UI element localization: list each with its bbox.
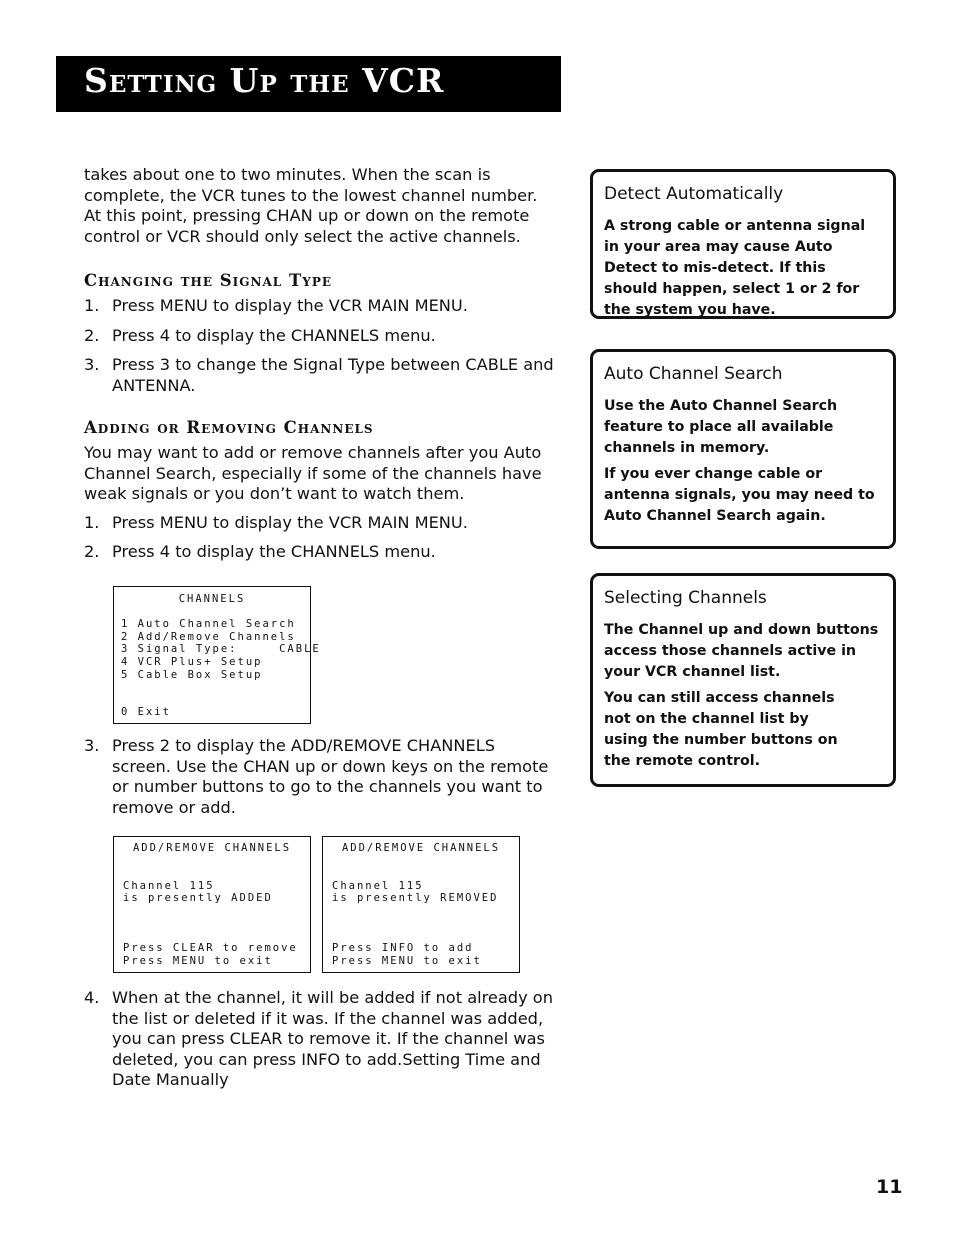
list-item [84, 513, 559, 534]
step-number: 2. [84, 542, 100, 561]
page-title: Setting Up the VCR [84, 61, 445, 100]
step-text: Press MENU to display the VCR MAIN MENU. [112, 296, 468, 315]
screen-title: ADD/REMOVE CHANNELS [132, 842, 292, 854]
menu-item: 3 Signal Type: CABLE [121, 643, 321, 655]
step-number: 3. [84, 355, 100, 374]
add-remove-intro: You may want to add or remove channels after you Auto Channel Search, especially if some of the channels have weak signals or you don’t want to watch them. [84, 443, 542, 503]
channels-menu-screen [113, 586, 321, 724]
screen-line: Press MENU to exit [332, 955, 482, 967]
menu-item: 4 VCR Plus+ Setup [121, 656, 263, 668]
step-number: 4. [84, 988, 100, 1007]
screen-line: Channel 115 [123, 880, 215, 892]
list-item [84, 326, 559, 347]
add-remove-screen-removed [322, 836, 520, 973]
menu-item: 5 Cable Box Setup [121, 669, 263, 681]
step-number: 2. [84, 325, 100, 345]
menu-item: 1 Auto Channel Search [121, 618, 296, 630]
list-item [84, 296, 559, 317]
list-item [84, 355, 559, 396]
step-number: 3. [84, 736, 100, 755]
box-title: Auto Channel Search [604, 364, 783, 384]
screen-line: is presently REMOVED [332, 892, 499, 904]
screen-line: Press INFO to add [332, 942, 474, 954]
box-paragraph: A strong cable or antenna signal in your area may cause Auto Detect to mis-detect. If this should happen, select 1 or 2 for the system you have. [604, 218, 866, 318]
step-number: 1. [84, 512, 100, 532]
screen-title: CHANNELS [178, 593, 246, 605]
page-number: 11 [876, 1176, 903, 1198]
selecting-channels-box [590, 573, 896, 787]
auto-channel-search-box [590, 349, 896, 549]
main-column [84, 165, 559, 563]
menu-item: 2 Add/Remove Channels [121, 631, 296, 643]
step-text: Press 2 to display the ADD/REMOVE CHANNELS screen. Use the CHAN up or down keys on the remote or number buttons to go to the channels you want to remove or add. [112, 736, 549, 817]
list-item [84, 736, 559, 818]
signal-type-heading: Changing the Signal Type [84, 271, 332, 290]
list-item [84, 542, 559, 563]
box-paragraph: The Channel up and down buttons access those channels active in your VCR channel list. [604, 622, 879, 680]
step-text: Press MENU to display the VCR MAIN MENU. [112, 512, 468, 532]
screen-line: Press CLEAR to remove [123, 942, 298, 954]
screen-line: Channel 115 [332, 880, 424, 892]
add-remove-heading: Adding or Removing Channels [84, 418, 374, 437]
box-paragraph: If you ever change cable or antenna signals, you may need to Auto Channel Search again. [604, 466, 875, 524]
list-item [84, 988, 559, 1091]
screen-title: ADD/REMOVE CHANNELS [341, 842, 501, 854]
step-number: 1. [84, 296, 100, 315]
add-remove-screen-added [113, 836, 311, 973]
box-title: Detect Automatically [604, 184, 784, 204]
box-paragraph: You can still access channels not on the channel list by using the number buttons on the remote control. [604, 690, 838, 769]
screen-line: is presently ADDED [123, 892, 273, 904]
step-text: Press 3 to change the Signal Type between CABLE and ANTENNA. [112, 355, 554, 395]
step-text: Press 4 to display the CHANNELS menu. [112, 542, 436, 561]
step-text: Press 4 to display the CHANNELS menu. [112, 325, 436, 345]
box-title: Selecting Channels [604, 588, 767, 608]
intro-paragraph: takes about one to two minutes. When the scan is complete, the VCR tunes to the lowest channel number. At this point, pressing CHAN up or down on the remote control or VCR should only select the active channels. [84, 165, 538, 246]
detect-automatically-box [590, 169, 896, 319]
step-text: When at the channel, it will be added if not already on the list or deleted if it was. If the channel was added, you can press CLEAR to remove it. If the channel was deleted, you can press INFO to add.Setting Time and Date Manually [112, 988, 553, 1089]
box-paragraph: Use the Auto Channel Search feature to place all available channels in memory. [604, 398, 838, 456]
header-bar [56, 56, 561, 112]
menu-item-exit: 0 Exit [121, 706, 171, 718]
screen-line: Press MENU to exit [123, 955, 273, 967]
